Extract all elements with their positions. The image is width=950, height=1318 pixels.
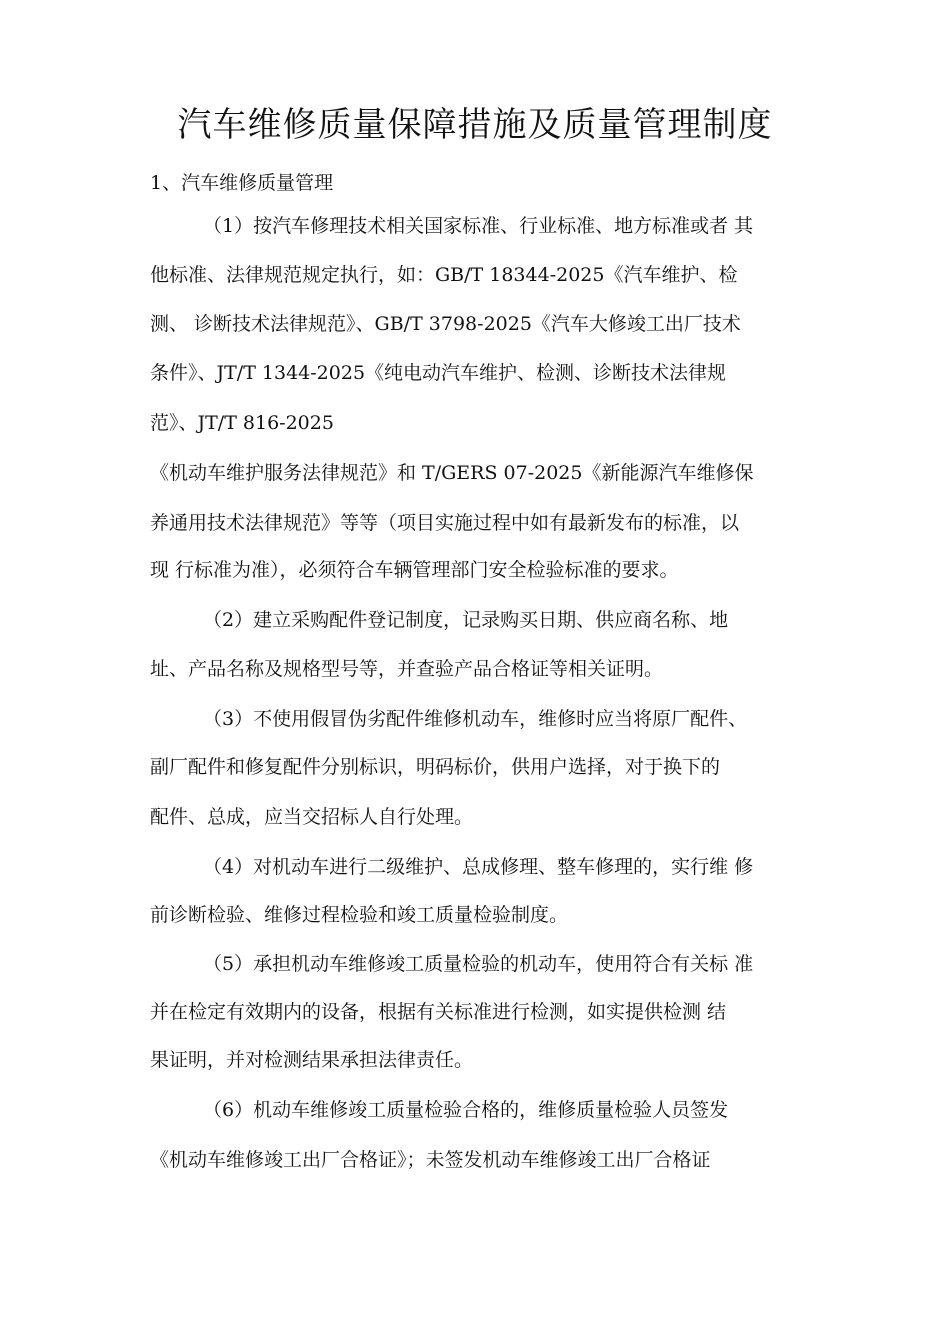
paragraph-3-line-3: 配件、总成，应当交招标人自行处理。 <box>150 806 474 828</box>
paragraph-1-line-2: 他标准、法律规范规定执行，如：GB/T 18344-2025《汽车维护、检 <box>150 264 738 286</box>
paragraph-1-line-5: 范》、JT/T 816-2025 <box>150 412 334 434</box>
paragraph-6-line-1: （6）机动车维修竣工质量检验合格的，维修质量检验人员签发 <box>203 1099 729 1121</box>
paragraph-6-line-2: 《机动车维修竣工出厂合格证》；未签发机动车维修竣工出厂合格证 <box>150 1149 711 1171</box>
paragraph-3-line-1: （3）不使用假冒伪劣配件维修机动车，维修时应当将原厂配件、 <box>203 708 748 730</box>
paragraph-1-line-7: 养通用技术法律规范》等等（项目实施过程中如有最新发布的标准，以 <box>150 512 740 534</box>
paragraph-4-line-1: （4）对机动车进行二级维护、总成修理、整车修理的，实行维 修 <box>203 856 754 878</box>
document-title: 汽车维修质量保障措施及质量管理制度 <box>177 105 773 145</box>
paragraph-1-line-1: （1）按汽车修理技术相关国家标准、行业标准、地方标准或者 其 <box>203 215 754 237</box>
section-heading: 1、汽车维修质量管理 <box>150 172 334 194</box>
paragraph-1-line-3: 测、 诊断技术法律规范》、GB/T 3798-2025《汽车大修竣工出厂技术 <box>150 313 741 335</box>
paragraph-5-line-1: （5）承担机动车维修竣工质量检验的机动车，使用符合有关标 准 <box>203 953 754 975</box>
paragraph-5-line-3: 果证明，并对检测结果承担法律责任。 <box>150 1049 474 1071</box>
paragraph-2-line-1: （2）建立采购配件登记制度，记录购买日期、供应商名称、地 <box>203 609 729 631</box>
paragraph-1-line-6: 《机动车维护服务法律规范》和 T/GERS 07-2025《新能源汽车维修保 <box>150 462 754 484</box>
paragraph-2-line-2: 址、产品名称及规格型号等，并查验产品合格证等相关证明。 <box>150 658 664 680</box>
paragraph-5-line-2: 并在检定有效期内的设备，根据有关标准进行检测，如实提供检测 结 <box>150 1001 727 1023</box>
paragraph-1-line-8: 现 行标准为准），必须符合车辆管理部门安全检验标准的要求。 <box>150 559 679 581</box>
paragraph-3-line-2: 副厂配件和修复配件分别标识，明码标价，供用户选择，对于换下的 <box>150 756 721 778</box>
paragraph-1-line-4: 条件》、JT/T 1344-2025《纯电动汽车维护、检测、诊断技术法律规 <box>150 362 727 384</box>
paragraph-4-line-2: 前诊断检验、维修过程检验和竣工质量检验制度。 <box>150 904 569 926</box>
